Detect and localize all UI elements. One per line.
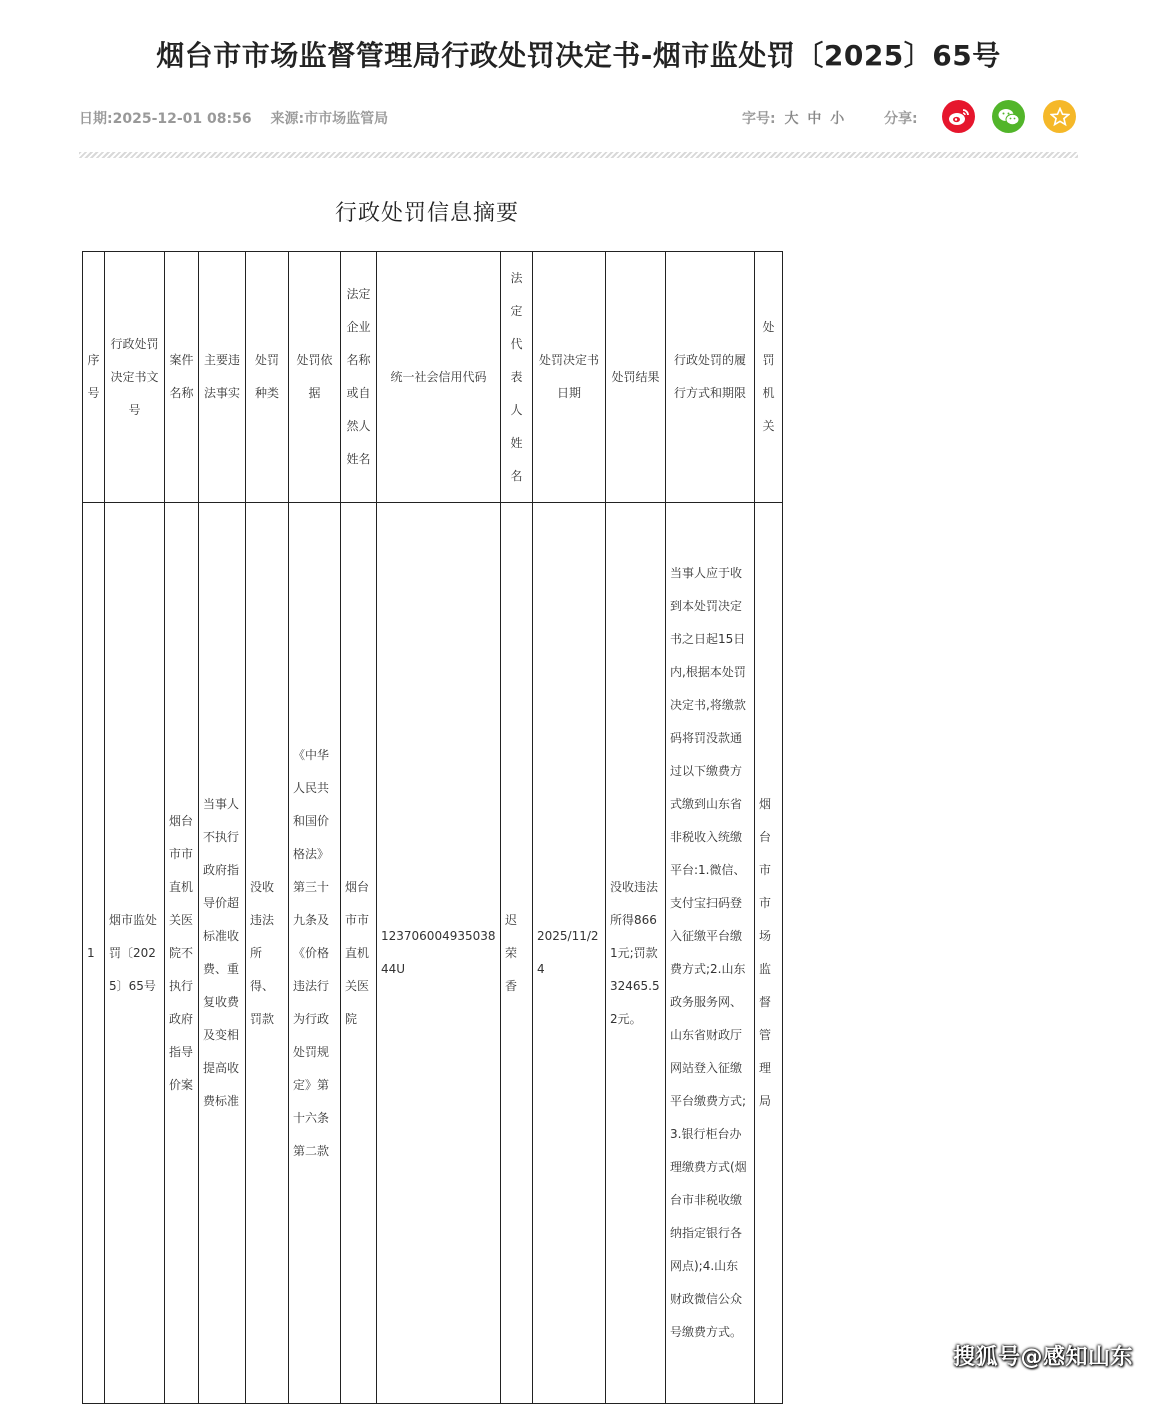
header-divider bbox=[79, 152, 1078, 158]
font-size-label: 字号: bbox=[742, 111, 776, 127]
summary-heading: 行政处罚信息摘要 bbox=[335, 201, 520, 226]
table-cell: 烟市监处罚〔2025〕65号 bbox=[105, 503, 165, 1404]
share-wechat-button[interactable] bbox=[992, 100, 1025, 133]
table-cell: 烟台市市直机关医院 bbox=[341, 503, 377, 1404]
table-cell: 《中华人民共和国价格法》第三十九条及《价格违法行为行政处罚规定》第十六条第二款 bbox=[289, 503, 341, 1404]
header-cell: 序号 bbox=[83, 252, 105, 503]
font-size-small[interactable]: 小 bbox=[830, 111, 845, 127]
header-cell: 处罚机关 bbox=[755, 252, 783, 503]
weibo-icon bbox=[948, 108, 970, 126]
article-title: 烟台市市场监督管理局行政处罚决定书-烟市监处罚〔2025〕65号 bbox=[156, 39, 1001, 72]
table-cell: 迟荣香 bbox=[501, 503, 533, 1404]
table-cell: 没收违法所得、罚款 bbox=[246, 503, 289, 1404]
share-weibo-button[interactable] bbox=[942, 100, 975, 133]
wechat-icon bbox=[998, 108, 1020, 126]
table-cell: 烟台市市直机关医院不执行政府指导价案 bbox=[165, 503, 199, 1404]
header-cell: 法定企业名称或自然人姓名 bbox=[341, 252, 377, 503]
font-size-medium[interactable]: 中 bbox=[807, 111, 822, 127]
header-cell: 处罚结果 bbox=[606, 252, 666, 503]
table-row bbox=[83, 503, 783, 1404]
table-cell: 2025/11/24 bbox=[533, 503, 606, 1404]
table-header-row bbox=[83, 252, 783, 503]
font-size-large[interactable]: 大 bbox=[784, 111, 799, 127]
share-label: 分享: bbox=[884, 111, 918, 127]
watermark: 搜狐号@感知山东 bbox=[953, 1345, 1134, 1370]
table-cell: 烟台市市场监督管理局 bbox=[755, 503, 783, 1404]
table-cell: 12370600493503844U bbox=[377, 503, 501, 1404]
header-cell: 统一社会信用代码 bbox=[377, 252, 501, 503]
table-cell: 1 bbox=[83, 503, 105, 1404]
header-cell: 主要违法事实 bbox=[199, 252, 246, 503]
header-cell: 案件名称 bbox=[165, 252, 199, 503]
header-cell: 行政处罚决定书文号 bbox=[105, 252, 165, 503]
font-size-switcher bbox=[742, 108, 844, 128]
header-cell: 处罚依据 bbox=[289, 252, 341, 503]
penalty-summary-table bbox=[82, 251, 783, 1404]
article-meta bbox=[79, 108, 402, 128]
publish-date: 日期:2025-12-01 08:56 bbox=[79, 111, 252, 127]
header-cell: 处罚决定书日期 bbox=[533, 252, 606, 503]
header-cell: 处罚种类 bbox=[246, 252, 289, 503]
header-cell: 法定代表人姓名 bbox=[501, 252, 533, 503]
article-source: 来源:市市场监管局 bbox=[270, 111, 389, 127]
star-icon bbox=[1050, 107, 1070, 127]
table-cell: 当事人不执行政府指导价超标准收费、重复收费及变相提高收费标准 bbox=[199, 503, 246, 1404]
share-favorite-button[interactable] bbox=[1043, 100, 1076, 133]
table-cell: 没收违法所得8661元;罚款32465.52元。 bbox=[606, 503, 666, 1404]
header-cell: 行政处罚的履行方式和期限 bbox=[666, 252, 755, 503]
table-cell: 当事人应于收到本处罚决定书之日起15日内,根据本处罚决定书,将缴款码将罚没款通过以下缴费方式缴到山东省非税收入统缴平台:1.微信、支付宝扫码登入征缴平台缴费方式;2.山东政务服务网、山东省财政厅网站登入征缴平台缴费方式;3.银行柜台办理缴费方式(烟台市非税收缴纳指定银行各网点);4.山东财政微信公众号缴费方式。 bbox=[666, 503, 755, 1404]
